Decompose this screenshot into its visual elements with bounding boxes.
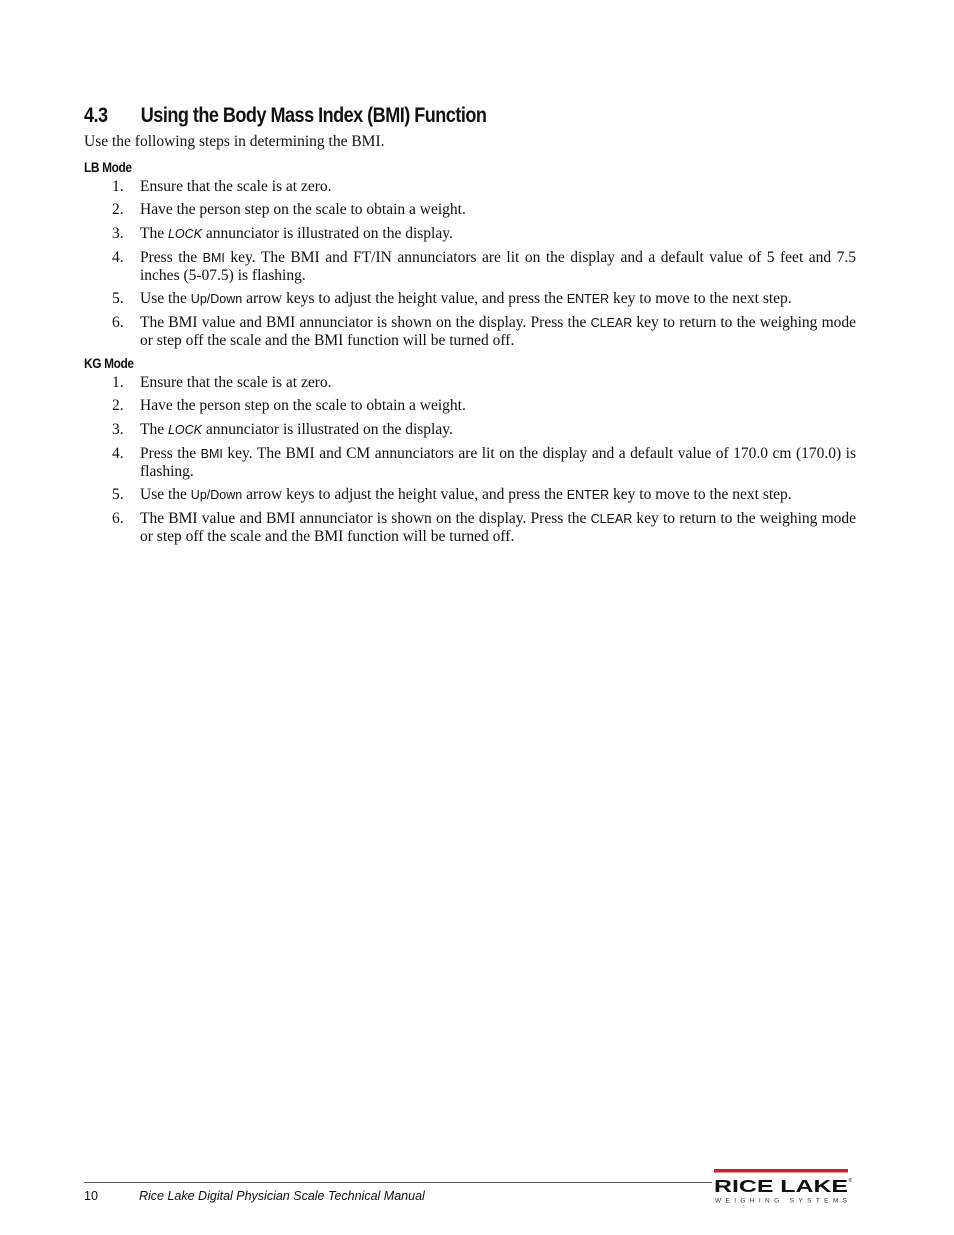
list-item: 6. The BMI value and BMI annunciator is shown on the display. Press the CLEAR key to return to the weighing mode or step off the scale and the BMI function will be turned off.	[112, 314, 857, 350]
section-heading	[84, 104, 486, 128]
clear-key-label: CLEAR	[590, 316, 633, 331]
list-item: 4. Press the BMI key. The BMI and FT/IN annunciators are lit on the display and a default value of 5 feet and 7.5 inches (5-07.5) is flashing.	[112, 248, 856, 284]
kg-mode-steps	[84, 374, 856, 552]
enter-key-label: ENTER	[566, 488, 610, 503]
lb-mode-steps	[84, 178, 856, 356]
lock-annunciator-label: LOCK	[167, 226, 203, 241]
list-item: 2. Have the person step on the scale to obtain a weight.	[112, 397, 466, 415]
bmi-key-label: BMI	[202, 250, 225, 265]
footer-manual-title: Rice Lake Digital Physician Scale Technical Manual	[139, 1189, 425, 1203]
section-number: 4.3	[84, 104, 108, 127]
kg-mode-heading: KG Mode	[84, 356, 134, 371]
logo-top-bar	[714, 1169, 848, 1173]
section-title: Using the Body Mass Index (BMI) Function	[140, 104, 487, 127]
rice-lake-logo	[714, 1169, 852, 1205]
lock-annunciator-label: LOCK	[167, 422, 203, 437]
bmi-key-label: BMI	[200, 446, 223, 461]
list-item: 2. Have the person step on the scale to obtain a weight.	[112, 201, 466, 219]
list-item: 5. Use the Up/Down arrow keys to adjust the height value, and press the ENTER key to move to the next step.	[112, 486, 792, 504]
page-number: 10	[84, 1189, 98, 1203]
footer-divider	[84, 1182, 712, 1183]
logo-wordmark: RICE LAKE	[714, 1176, 848, 1196]
section-intro: Use the following steps in determining the BMI.	[84, 133, 385, 150]
up-down-key-label: Up/Down	[190, 292, 243, 307]
logo-registered-mark: ®	[848, 1178, 852, 1184]
list-item: 5. Use the Up/Down arrow keys to adjust the height value, and press the ENTER key to move to the next step.	[112, 290, 792, 308]
lb-mode-heading: LB Mode	[84, 160, 132, 175]
list-item: 1. Ensure that the scale is at zero.	[112, 374, 332, 391]
list-item: 1. Ensure that the scale is at zero.	[112, 178, 332, 195]
list-item: 3. The LOCK annunciator is illustrated on the display.	[112, 420, 453, 438]
enter-key-label: ENTER	[566, 292, 610, 307]
logo-tagline: WEIGHING SYSTEMS	[715, 1197, 847, 1205]
list-item: 6. The BMI value and BMI annunciator is shown on the display. Press the CLEAR key to return to the weighing mode or step off the scale and the BMI function will be turned off.	[112, 510, 857, 546]
list-item: 3. The LOCK annunciator is illustrated on the display.	[112, 224, 453, 242]
up-down-key-label: Up/Down	[190, 488, 243, 503]
list-item: 4. Press the BMI key. The BMI and CM annunciators are lit on the display and a default value of 170.0 cm (170.0) is flashing.	[112, 444, 856, 480]
clear-key-label: CLEAR	[590, 512, 633, 527]
